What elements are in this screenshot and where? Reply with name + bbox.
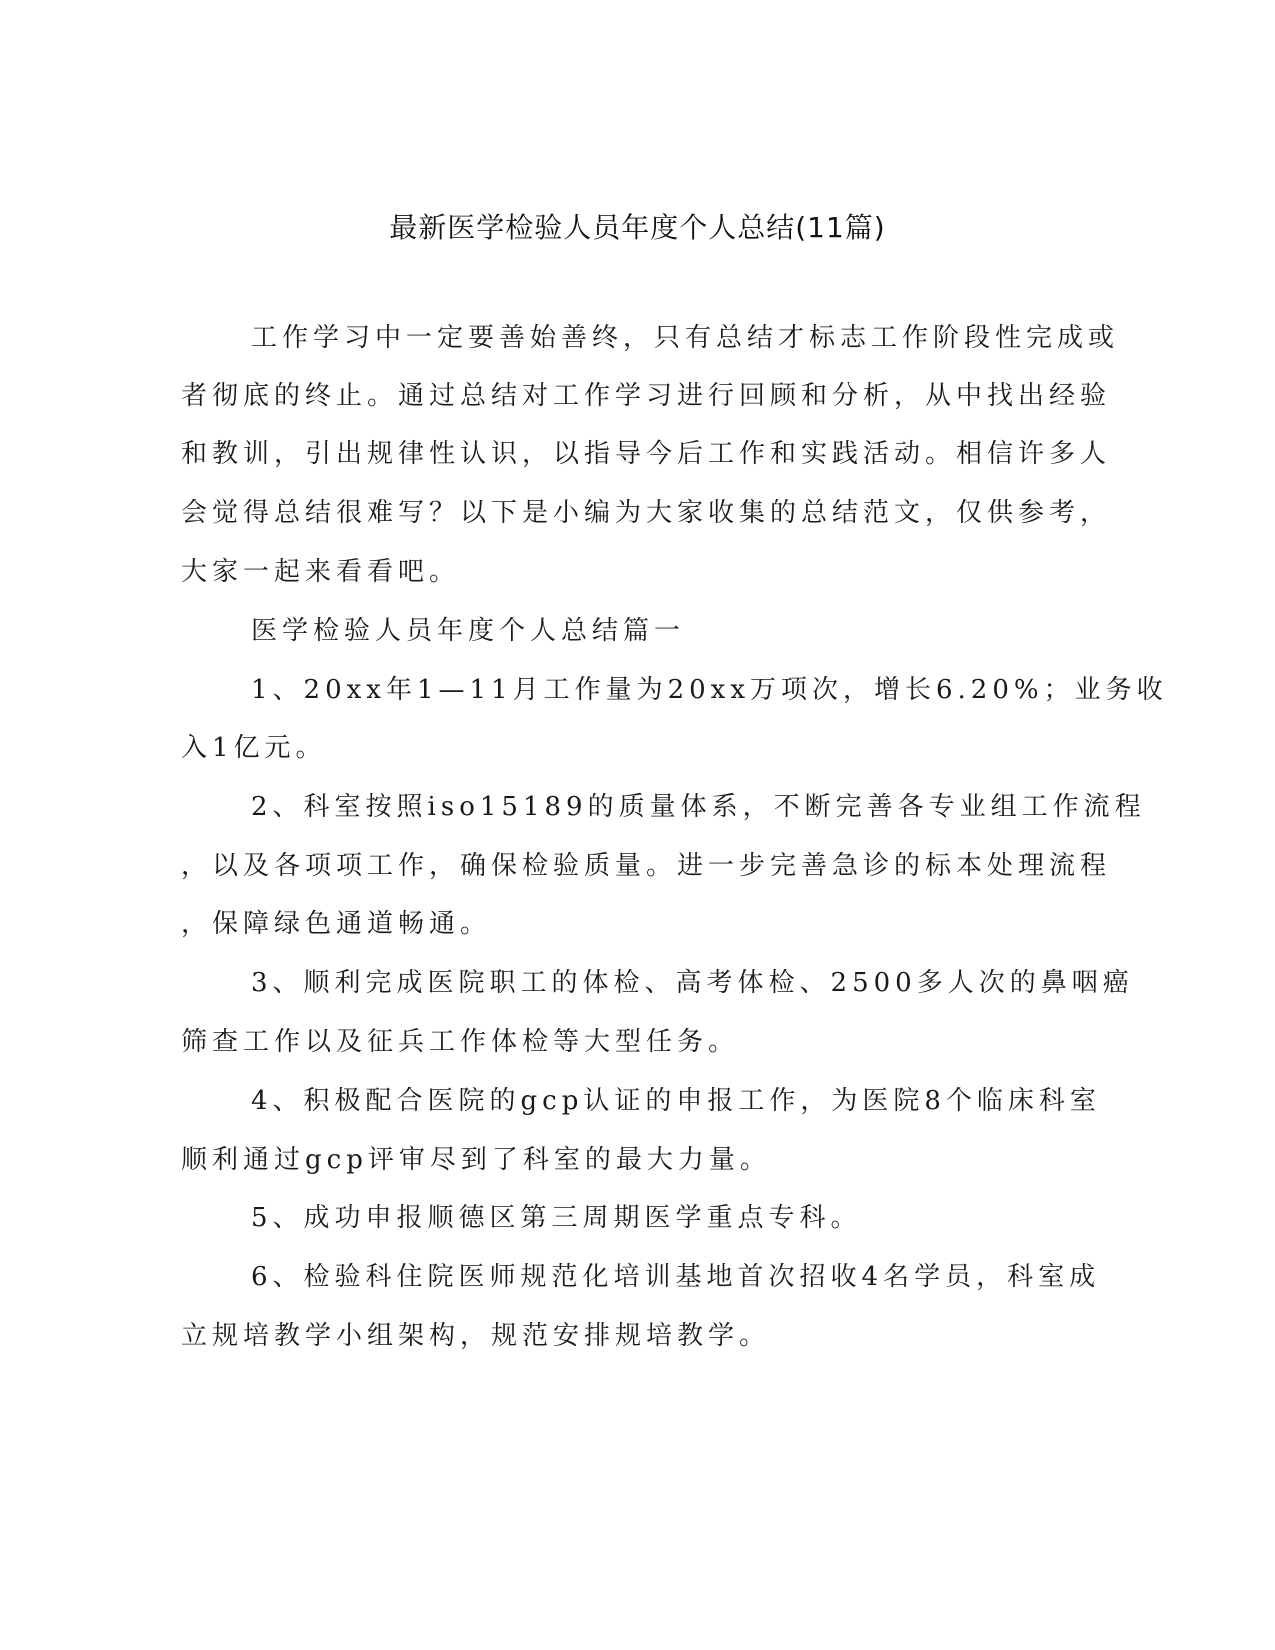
item-2-line-2: ，以及各项项工作，确保检验质量。进一步完善急诊的标本处理流程 [181, 851, 1112, 881]
paragraph-intro-line-2: 者彻底的终止。通过总结对工作学习进行回顾和分析，从中找出经验 [181, 381, 1112, 411]
item-6-line-2: 立规培教学小组架构，规范安排规培教学。 [181, 1321, 771, 1351]
item-4-line-2: 顺利通过gcp评审尽到了科室的最大力量。 [181, 1145, 771, 1175]
paragraph-intro-line-1: 工作学习中一定要善始善终，只有总结才标志工作阶段性完成或 [251, 323, 1120, 353]
section-heading: 医学检验人员年度个人总结篇一 [251, 616, 686, 646]
item-1-line-2: 入1亿元。 [181, 733, 327, 763]
item-3-line-2: 筛查工作以及征兵工作体检等大型任务。 [181, 1027, 740, 1057]
paragraph-intro-line-4: 会觉得总结很难写？以下是小编为大家收集的总结范文，仅供参考， [181, 498, 1112, 528]
paragraph-intro-line-5: 大家一起来看看吧。 [181, 557, 461, 587]
document-title: 最新医学检验人员年度个人总结(11篇) [389, 211, 886, 244]
item-4-line-1: 4、积极配合医院的gcp认证的申报工作，为医院8个临床科室 [251, 1086, 1101, 1116]
item-5-line-1: 5、成功申报顺德区第三周期医学重点专科。 [251, 1203, 862, 1233]
item-1-line-1: 1、20xx年1—11月工作量为20xx万项次，增长6.20%；业务收 [251, 675, 1168, 705]
item-3-line-1: 3、顺利完成医院职工的体检、高考体检、2500多人次的鼻咽癌 [251, 968, 1134, 998]
item-6-line-1: 6、检验科住院医师规范化培训基地首次招收4名学员，科室成 [251, 1262, 1101, 1292]
item-2-line-3: ，保障绿色通道畅通。 [181, 909, 492, 939]
item-2-line-1: 2、科室按照iso15189的质量体系，不断完善各专业组工作流程 [251, 792, 1146, 822]
paragraph-intro-line-3: 和教训，引出规律性认识，以指导今后工作和实践活动。相信许多人 [181, 439, 1112, 469]
